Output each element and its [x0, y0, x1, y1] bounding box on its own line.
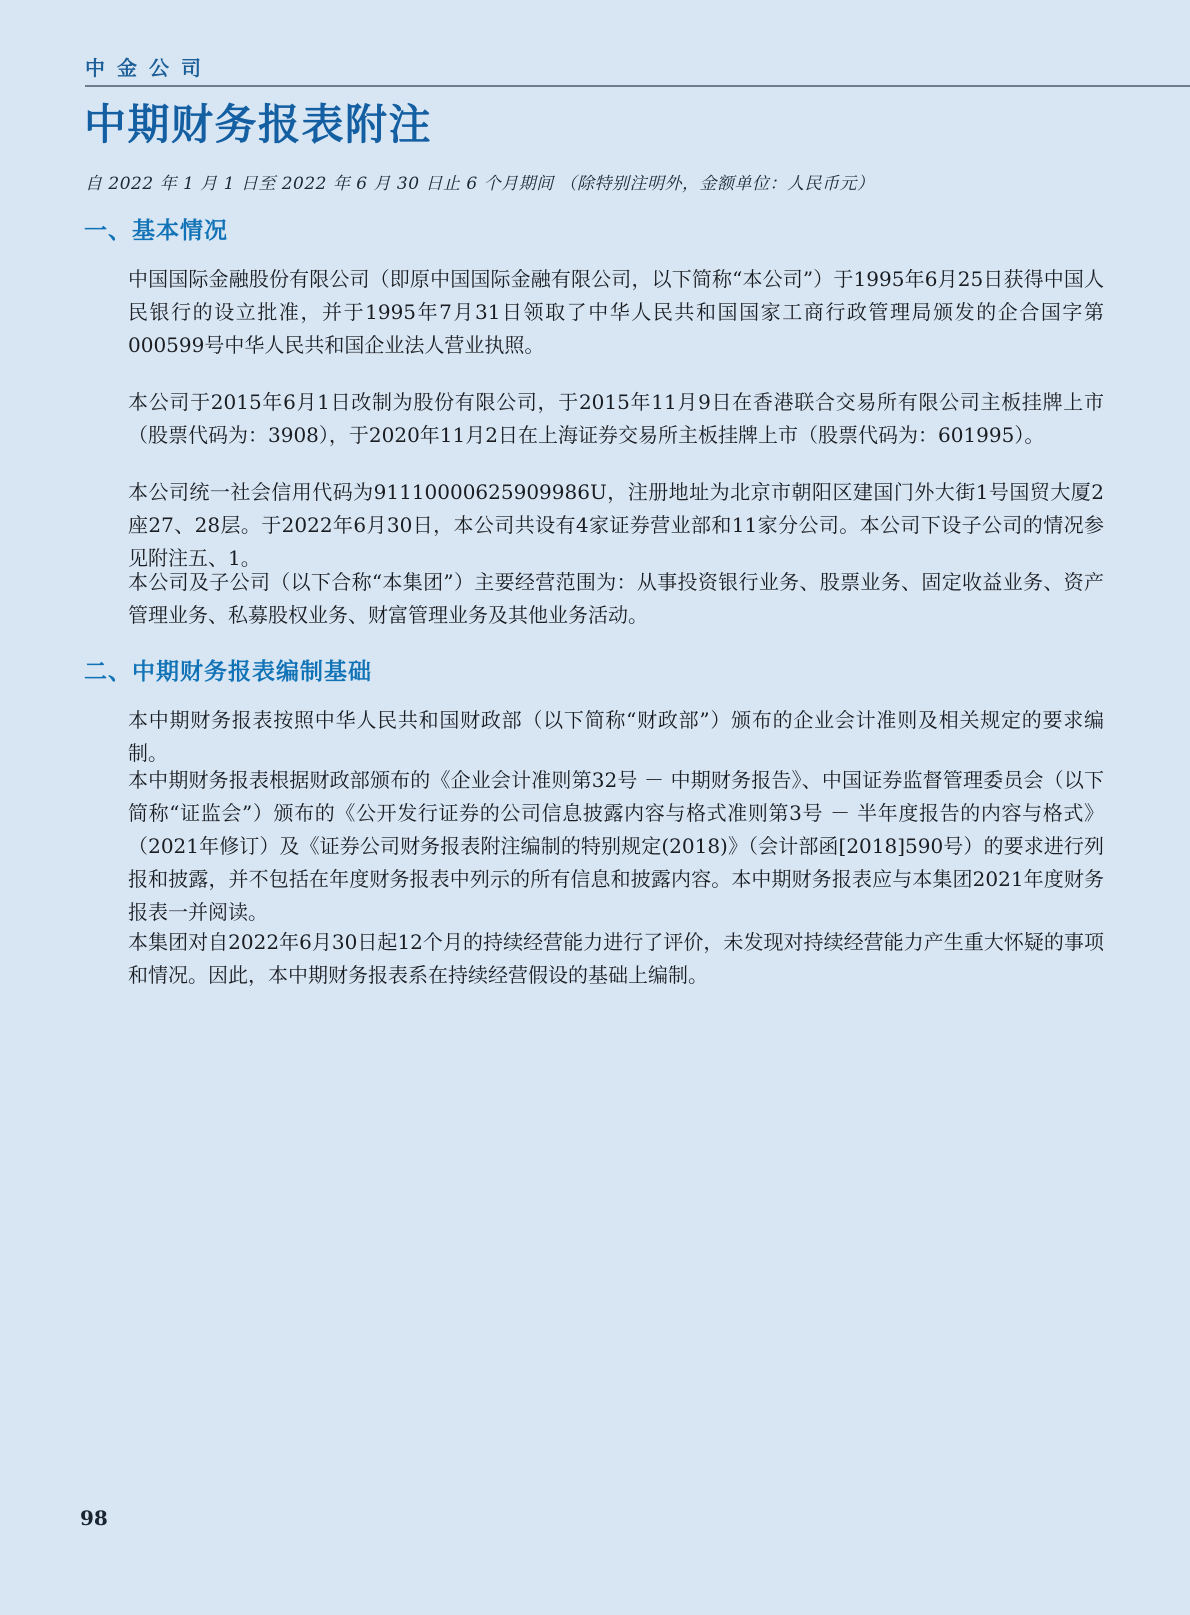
paragraph-registration-details: 本公司统一社会信用代码为91110000625909986U，注册地址为北京市朝阳区建国门外大街1号国贸大厦2座27、28层。于2022年6月30日，本公司共设有4家证券营业部和11家分公司。本公司下设子公司的情况参见附注五、1。: [128, 480, 1104, 570]
report-period-note: 自 2022 年 1 月 1 日至 2022 年 6 月 30 日止 6 个月期间 （除特别注明外，金额单位：人民币元）: [85, 174, 875, 194]
section-heading-preparation-basis: 二、中期财务报表编制基础: [84, 659, 372, 685]
page-title: 中期财务报表附注: [84, 100, 433, 149]
company-name-header: 中金公司: [85, 56, 213, 80]
paragraph-accounting-standards: 本中期财务报表按照中华人民共和国财政部（以下简称“财政部”）颁布的企业会计准则及相关规定的要求编制。: [128, 708, 1104, 765]
paragraph-disclosure-requirements: 本中期财务报表根据财政部颁布的《企业会计准则第32号 － 中期财务报告》、中国证券监督管理委员会（以下简称“证监会”）颁布的《公开发行证券的公司信息披露内容与格式准则第3号 － 半年度报告的内容与格式》（2021年修订）及《证券公司财务报表附注编制的特别规定(2018)》（会计部函[2018]590号）的要求进行列报和披露，并不包括在年度财务报表中列示的所有信息和披露内容。本中期财务报表应与本集团2021年度财务报表一并阅读。: [128, 768, 1104, 924]
paragraph-business-scope: 本公司及子公司（以下合称“本集团”）主要经营范围为：从事投资银行业务、股票业务、固定收益业务、资产管理业务、私募股权业务、财富管理业务及其他业务活动。: [128, 570, 1104, 627]
header-divider: [85, 85, 1190, 87]
page-number: 98: [80, 1506, 108, 1530]
paragraph-company-establishment: 中国国际金融股份有限公司（即原中国国际金融有限公司，以下简称“本公司”）于1995年6月25日获得中国人民银行的设立批准，并于1995年7月31日领取了中华人民共和国国家工商行政管理局颁发的企合国字第000599号中华人民共和国企业法人营业执照。: [128, 267, 1104, 357]
paragraph-listing-history: 本公司于2015年6月1日改制为股份有限公司，于2015年11月9日在香港联合交易所有限公司主板挂牌上市（股票代码为：3908），于2020年11月2日在上海证券交易所主板挂牌上市（股票代码为：601995）。: [128, 390, 1104, 447]
section-heading-basic-information: 一、基本情况: [84, 218, 228, 244]
paragraph-going-concern: 本集团对自2022年6月30日起12个月的持续经营能力进行了评价，未发现对持续经营能力产生重大怀疑的事项和情况。因此，本中期财务报表系在持续经营假设的基础上编制。: [128, 930, 1104, 987]
